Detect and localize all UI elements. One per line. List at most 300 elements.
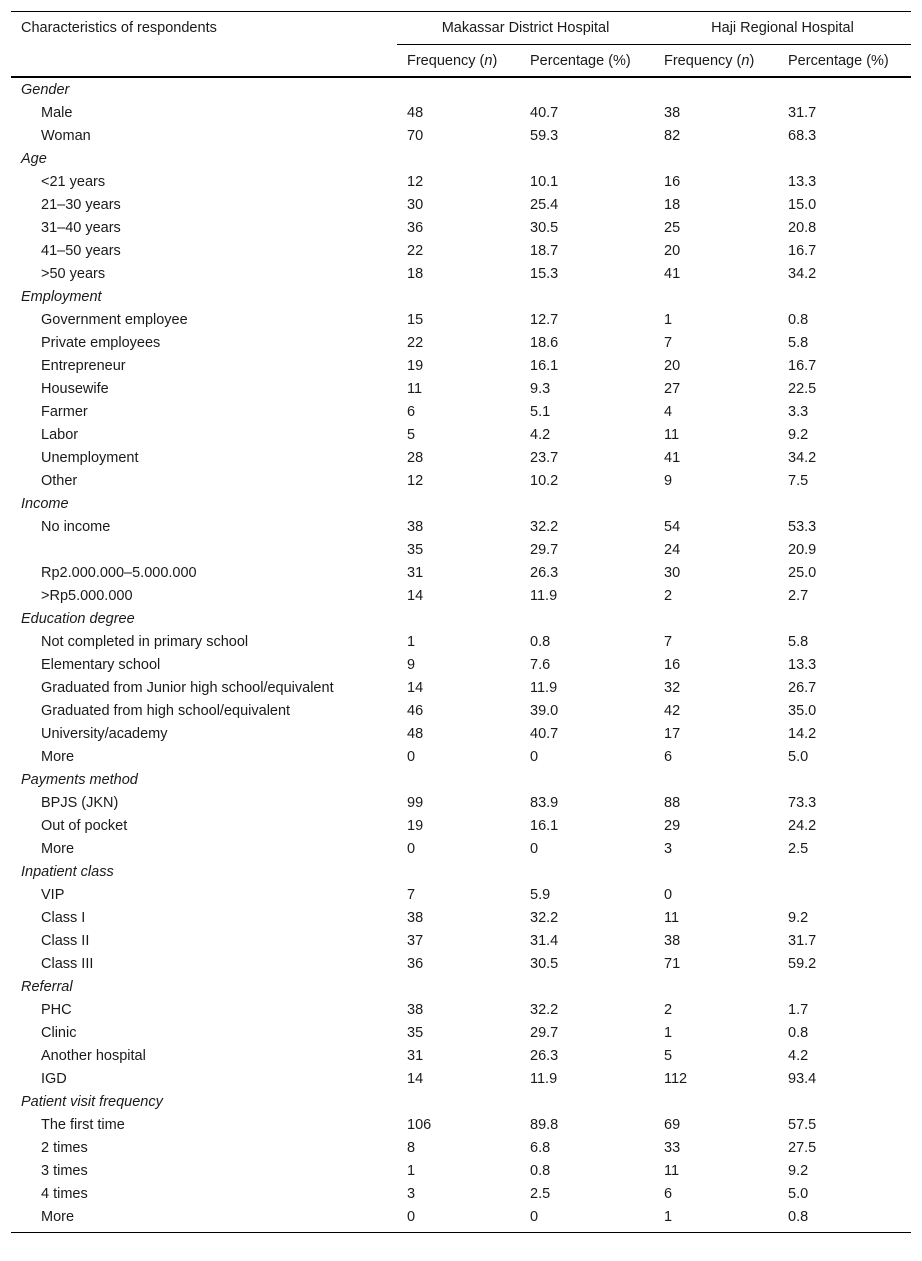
hospital-b-frequency-cell: 1 — [654, 1205, 778, 1233]
label-cell: No income — [41, 518, 111, 535]
label-cell: Class I — [41, 909, 86, 926]
group-row-employment — [11, 285, 911, 308]
hospital-a-percentage-cell: 26.3 — [530, 564, 559, 581]
hospital-a-header: Makassar District Hospital — [397, 12, 654, 45]
table-row — [11, 331, 911, 354]
label-cell: Labor — [41, 426, 79, 443]
hospital-b-frequency-cell: 38 — [664, 104, 681, 121]
hospital-b-frequency-cell: 18 — [664, 196, 681, 213]
hospital-b-header: Haji Regional Hospital — [654, 12, 911, 45]
hospital-b-percentage-cell: 9.2 — [788, 1162, 809, 1179]
table-row — [11, 124, 911, 147]
table-row — [11, 1067, 911, 1090]
group-empty-cell — [397, 607, 520, 630]
group-empty-cell — [654, 77, 778, 101]
group-empty-cell — [778, 285, 911, 308]
hospital-b-percentage-header: Percentage (%) — [778, 45, 911, 78]
group-empty-cell — [520, 77, 654, 101]
hospital-a-frequency-cell: 14 — [407, 587, 424, 604]
hospital-b-frequency-cell: 7 — [664, 334, 673, 351]
group-empty-cell — [520, 147, 654, 170]
group-empty-cell — [520, 285, 654, 308]
table-row — [11, 469, 911, 492]
table-row — [11, 1182, 911, 1205]
hospital-b-frequency-cell: 41 — [664, 265, 681, 282]
hospital-a-frequency-cell: 35 — [407, 541, 424, 558]
label-cell: Clinic — [41, 1024, 77, 1041]
table-row — [11, 1136, 911, 1159]
hospital-a-percentage-cell: 11.9 — [530, 1070, 558, 1087]
hospital-b-percentage-cell: 93.4 — [788, 1070, 817, 1087]
hospital-b-percentage-cell: 22.5 — [788, 380, 817, 397]
hospital-a-frequency-cell: 22 — [407, 242, 424, 259]
label-cell: Another hospital — [41, 1047, 146, 1064]
hospital-b-percentage-cell: 5.8 — [788, 633, 809, 650]
table-row — [11, 653, 911, 676]
group-empty-cell — [654, 1090, 778, 1113]
hospital-a-percentage-cell: 32.2 — [530, 518, 559, 535]
group-row-age — [11, 147, 911, 170]
label-cell: IGD — [41, 1070, 67, 1087]
hospital-a-frequency-cell: 22 — [407, 334, 424, 351]
label-cell: More — [11, 1205, 397, 1233]
group-title: Gender — [21, 81, 70, 98]
label-cell: Rp2.000.000–5.000.000 — [41, 564, 197, 581]
group-empty-cell — [654, 860, 778, 883]
group-empty-cell — [778, 1090, 911, 1113]
label-cell: Government employee — [41, 311, 188, 328]
table-row — [11, 584, 911, 607]
group-empty-cell — [778, 860, 911, 883]
hospital-b-percentage-cell: 5.0 — [788, 1185, 809, 1202]
table-row — [11, 883, 911, 906]
hospital-b-percentage-cell: 9.2 — [788, 426, 809, 443]
label-cell: Graduated from high school/equivalent — [41, 702, 291, 719]
hospital-b-percentage-cell: 53.3 — [788, 518, 817, 535]
hospital-a-frequency-cell: 15 — [407, 311, 424, 328]
table-row — [11, 1159, 911, 1182]
hospital-b-frequency-cell: 42 — [664, 702, 681, 719]
hospital-a-frequency-cell: 12 — [407, 472, 424, 489]
hospital-a-frequency-cell: 48 — [407, 104, 424, 121]
group-row-referral — [11, 975, 911, 998]
hospital-b-frequency-cell: 27 — [664, 380, 681, 397]
hospital-b-frequency-cell: 1 — [664, 1024, 673, 1041]
hospital-b-frequency-cell: 41 — [664, 449, 681, 466]
hospital-b-frequency-cell: 38 — [664, 932, 681, 949]
hospital-a-percentage-cell: 18.7 — [530, 242, 559, 259]
group-empty-cell — [397, 975, 520, 998]
hospital-a-percentage-cell: 25.4 — [530, 196, 559, 213]
hospital-a-frequency-cell: 14 — [407, 1070, 424, 1087]
table-row — [11, 446, 911, 469]
hospital-a-frequency-cell: 38 — [407, 1001, 424, 1018]
label-cell: Housewife — [41, 380, 109, 397]
hospital-b-frequency-cell: 2 — [664, 1001, 673, 1018]
hospital-a-frequency-cell: 31 — [407, 1047, 424, 1064]
hospital-a-percentage-cell: 9.3 — [530, 380, 551, 397]
label-cell: Class III — [41, 955, 94, 972]
hospital-a-percentage-cell: 23.7 — [530, 449, 559, 466]
hospital-b-frequency-cell: 20 — [664, 242, 681, 259]
hospital-a-percentage-cell: 40.7 — [530, 725, 559, 742]
hospital-a-frequency-cell: 30 — [407, 196, 424, 213]
table-row — [11, 814, 911, 837]
group-empty-cell — [654, 607, 778, 630]
group-row-income — [11, 492, 911, 515]
group-empty-cell — [520, 607, 654, 630]
hospital-b-frequency-cell: 29 — [664, 817, 681, 834]
table-row — [11, 239, 911, 262]
hospital-b-percentage-cell: 2.7 — [788, 587, 809, 604]
hospital-b-percentage-cell: 20.8 — [788, 219, 817, 236]
hospital-b-percentage-cell: 5.0 — [788, 748, 809, 765]
hospital-b-percentage-cell — [778, 883, 911, 906]
group-empty-cell — [397, 1090, 520, 1113]
hospital-b-frequency-cell: 20 — [664, 357, 681, 374]
group-title: Age — [21, 150, 47, 167]
hospital-b-frequency-cell: 112 — [664, 1070, 688, 1087]
table-row — [11, 837, 911, 860]
hospital-b-percentage-cell: 25.0 — [788, 564, 817, 581]
table-row — [11, 630, 911, 653]
group-empty-cell — [397, 77, 520, 101]
hospital-a-frequency-cell: 1 — [407, 1162, 416, 1179]
label-cell: 41–50 years — [41, 242, 121, 259]
label-cell: Woman — [41, 127, 91, 144]
label-cell: >50 years — [41, 265, 106, 282]
hospital-b-frequency-cell: 7 — [664, 633, 673, 650]
hospital-a-frequency-cell: 70 — [407, 127, 424, 144]
hospital-b-frequency-cell: 5 — [664, 1047, 673, 1064]
table-row — [11, 216, 911, 239]
hospital-b-frequency-cell: 11 — [664, 909, 680, 926]
hospital-a-percentage-cell: 12.7 — [530, 311, 559, 328]
hospital-a-frequency-cell: 8 — [407, 1139, 416, 1156]
hospital-b-frequency-cell: 4 — [664, 403, 673, 420]
hospital-b-percentage-cell: 26.7 — [788, 679, 817, 696]
label-cell: Graduated from Junior high school/equivalent — [41, 679, 334, 696]
label-cell: >Rp5.000.000 — [41, 587, 133, 604]
hospital-a-percentage-cell: 59.3 — [530, 127, 559, 144]
hospital-a-frequency-cell: 6 — [407, 403, 416, 420]
label-cell: Elementary school — [41, 656, 161, 673]
label-cell: Male — [41, 104, 73, 121]
table-row — [11, 308, 911, 331]
hospital-a-percentage-cell: 15.3 — [530, 265, 559, 282]
table-row — [11, 101, 911, 124]
hospital-a-frequency-cell: 38 — [407, 909, 424, 926]
hospital-b-frequency-cell: 33 — [664, 1139, 681, 1156]
hospital-b-frequency-cell: 6 — [664, 1185, 673, 1202]
group-empty-cell — [397, 147, 520, 170]
table-row — [11, 1021, 911, 1044]
hospital-a-frequency-cell: 19 — [407, 357, 424, 374]
hospital-a-percentage-cell: 7.6 — [530, 656, 551, 673]
hospital-b-frequency-cell: 32 — [664, 679, 681, 696]
table-row — [11, 791, 911, 814]
hospital-a-frequency-cell: 18 — [407, 265, 424, 282]
hospital-a-percentage-cell: 0 — [530, 748, 539, 765]
table-row — [11, 400, 911, 423]
hospital-a-frequency-cell: 11 — [407, 380, 423, 397]
hospital-a-percentage-cell: 26.3 — [530, 1047, 559, 1064]
group-empty-cell — [397, 285, 520, 308]
label-cell: Entrepreneur — [41, 357, 126, 374]
hospital-b-percentage-cell: 34.2 — [788, 449, 817, 466]
hospital-b-frequency-cell: 82 — [664, 127, 681, 144]
label-cell: Not completed in primary school — [41, 633, 249, 650]
label-cell: University/academy — [41, 725, 168, 742]
hospital-b-frequency-cell: 71 — [664, 955, 681, 972]
hospital-a-percentage-cell: 29.7 — [530, 541, 559, 558]
group-row-gender — [11, 77, 911, 101]
hospital-a-percentage-cell: 39.0 — [530, 702, 559, 719]
hospital-b-percentage-cell: 34.2 — [788, 265, 817, 282]
hospital-b-frequency-cell: 11 — [664, 426, 680, 443]
group-row-education-degree — [11, 607, 911, 630]
table-row — [11, 699, 911, 722]
hospital-b-frequency-cell: 54 — [664, 518, 681, 535]
hospital-b-percentage-cell: 57.5 — [788, 1116, 817, 1133]
hospital-b-percentage-cell: 59.2 — [788, 955, 817, 972]
hospital-b-frequency-header: Frequency (n) — [654, 45, 778, 78]
table-row — [11, 745, 911, 768]
hospital-b-percentage-cell: 13.3 — [788, 173, 817, 190]
hospital-a-percentage-cell: 0 — [520, 1205, 654, 1233]
hospital-a-frequency-cell: 37 — [407, 932, 424, 949]
table-header — [11, 12, 911, 78]
label-cell: Unemployment — [41, 449, 139, 466]
hospital-b-percentage-cell: 1.7 — [788, 1001, 809, 1018]
hospital-b-frequency-cell: 9 — [664, 472, 673, 489]
hospital-a-percentage-cell: 89.8 — [530, 1116, 559, 1133]
table-row — [11, 998, 911, 1021]
hospital-a-frequency-cell: 0 — [397, 1205, 520, 1233]
characteristics-header: Characteristics of respondents — [11, 12, 397, 78]
group-empty-cell — [778, 975, 911, 998]
header-row-hospitals — [11, 12, 911, 45]
hospital-a-percentage-cell: 6.8 — [530, 1139, 551, 1156]
hospital-b-frequency-cell: 3 — [664, 840, 673, 857]
hospital-b-percentage-cell: 0.8 — [788, 311, 809, 328]
table-body — [11, 77, 911, 1233]
label-cell: More — [41, 748, 75, 765]
hospital-b-frequency-cell: 17 — [664, 725, 681, 742]
hospital-a-percentage-cell: 0 — [530, 840, 539, 857]
table-row — [11, 423, 911, 446]
group-empty-cell — [520, 492, 654, 515]
label-cell: <21 years — [41, 173, 106, 190]
hospital-b-frequency-cell: 16 — [664, 656, 681, 673]
table-row — [11, 929, 911, 952]
group-title: Payments method — [21, 771, 138, 788]
hospital-b-percentage-cell: 4.2 — [788, 1047, 809, 1064]
hospital-a-frequency-cell: 9 — [407, 656, 416, 673]
group-empty-cell — [654, 975, 778, 998]
hospital-a-percentage-cell: 2.5 — [530, 1185, 551, 1202]
hospital-a-frequency-cell: 1 — [407, 633, 416, 650]
hospital-b-percentage-cell: 68.3 — [788, 127, 817, 144]
hospital-a-frequency-cell: 35 — [407, 1024, 424, 1041]
group-empty-cell — [778, 768, 911, 791]
hospital-b-percentage-cell: 31.7 — [788, 104, 817, 121]
hospital-a-frequency-cell: 19 — [407, 817, 424, 834]
hospital-b-percentage-cell: 16.7 — [788, 242, 817, 259]
hospital-b-frequency-cell: 24 — [664, 541, 681, 558]
group-title: Referral — [21, 978, 73, 995]
hospital-b-frequency-cell: 88 — [664, 794, 681, 811]
table-row — [11, 1205, 911, 1233]
hospital-a-frequency-cell: 0 — [407, 748, 416, 765]
table-row — [11, 1044, 911, 1067]
table-row — [11, 952, 911, 975]
label-cell: VIP — [41, 886, 65, 903]
hospital-b-percentage-cell: 14.2 — [788, 725, 817, 742]
hospital-b-percentage-cell: 73.3 — [788, 794, 817, 811]
hospital-a-percentage-cell: 0.8 — [530, 633, 551, 650]
hospital-a-frequency-cell: 5 — [407, 426, 416, 443]
hospital-a-percentage-cell: 40.7 — [530, 104, 559, 121]
group-empty-cell — [520, 768, 654, 791]
label-cell: Other — [41, 472, 78, 489]
group-empty-cell — [520, 975, 654, 998]
label-cell: Private employees — [41, 334, 161, 351]
group-empty-cell — [520, 1090, 654, 1113]
hospital-b-frequency-cell: 6 — [664, 748, 673, 765]
label-cell: Out of pocket — [41, 817, 128, 834]
hospital-b-frequency-cell: 2 — [664, 587, 673, 604]
hospital-a-percentage-cell: 11.9 — [530, 679, 558, 696]
hospital-a-frequency-cell: 36 — [407, 955, 424, 972]
table-row — [11, 354, 911, 377]
group-empty-cell — [520, 860, 654, 883]
hospital-b-percentage-cell: 20.9 — [788, 541, 817, 558]
label-cell: 31–40 years — [41, 219, 121, 236]
group-empty-cell — [778, 147, 911, 170]
hospital-b-percentage-cell: 16.7 — [788, 357, 817, 374]
hospital-b-frequency-cell: 69 — [664, 1116, 681, 1133]
hospital-a-frequency-cell: 7 — [407, 886, 416, 903]
hospital-b-percentage-cell: 15.0 — [788, 196, 817, 213]
hospital-b-percentage-cell: 24.2 — [788, 817, 817, 834]
hospital-a-frequency-cell: 38 — [407, 518, 424, 535]
hospital-b-percentage-cell: 27.5 — [788, 1139, 817, 1156]
label-cell: 4 times — [41, 1185, 88, 1202]
hospital-b-percentage-cell: 2.5 — [788, 840, 809, 857]
group-row-payments-method — [11, 768, 911, 791]
hospital-b-percentage-cell: 3.3 — [788, 403, 809, 420]
label-cell: Class II — [41, 932, 90, 949]
hospital-a-frequency-cell: 3 — [407, 1185, 416, 1202]
hospital-a-percentage-cell: 0.8 — [530, 1162, 551, 1179]
hospital-a-percentage-header: Percentage (%) — [520, 45, 654, 78]
respondent-characteristics-table-container — [11, 11, 911, 1233]
hospital-a-percentage-cell: 30.5 — [530, 955, 559, 972]
group-row-inpatient-class — [11, 860, 911, 883]
group-title: Employment — [21, 288, 102, 305]
hospital-b-percentage-cell: 9.2 — [788, 909, 809, 926]
hospital-a-frequency-cell: 106 — [407, 1116, 432, 1133]
hospital-b-percentage-cell: 31.7 — [788, 932, 817, 949]
group-row-patient-visit-frequency — [11, 1090, 911, 1113]
hospital-b-percentage-cell: 0.8 — [788, 1024, 809, 1041]
hospital-a-percentage-cell: 16.1 — [530, 817, 559, 834]
hospital-a-frequency-cell: 99 — [407, 794, 424, 811]
hospital-b-frequency-cell: 1 — [664, 311, 673, 328]
hospital-a-percentage-cell: 11.9 — [530, 587, 558, 604]
label-cell: The first time — [41, 1116, 125, 1133]
hospital-a-frequency-cell: 31 — [407, 564, 424, 581]
hospital-a-frequency-cell: 12 — [407, 173, 424, 190]
table-row — [11, 377, 911, 400]
hospital-b-percentage-cell: 5.8 — [788, 334, 809, 351]
group-title: Patient visit frequency — [21, 1093, 163, 1110]
table-row — [11, 538, 911, 561]
hospital-a-frequency-cell: 14 — [407, 679, 424, 696]
group-empty-cell — [654, 285, 778, 308]
hospital-b-frequency-cell: 0 — [664, 886, 673, 903]
hospital-a-frequency-header: Frequency (n) — [397, 45, 520, 78]
group-title: Income — [21, 495, 69, 512]
hospital-a-frequency-cell: 48 — [407, 725, 424, 742]
hospital-a-percentage-cell: 10.1 — [530, 173, 559, 190]
hospital-a-percentage-cell: 16.1 — [530, 357, 559, 374]
group-title: Education degree — [21, 610, 135, 627]
hospital-a-percentage-cell: 4.2 — [530, 426, 551, 443]
label-cell: PHC — [41, 1001, 72, 1018]
table-row — [11, 1113, 911, 1136]
hospital-a-frequency-cell: 28 — [407, 449, 424, 466]
table-row — [11, 515, 911, 538]
label-cell: 3 times — [41, 1162, 88, 1179]
hospital-b-percentage-cell: 7.5 — [788, 472, 809, 489]
hospital-a-percentage-cell: 5.9 — [530, 886, 551, 903]
hospital-b-frequency-cell: 11 — [664, 1162, 680, 1179]
table-row — [11, 676, 911, 699]
hospital-a-percentage-cell: 18.6 — [530, 334, 559, 351]
label-cell: BPJS (JKN) — [41, 794, 119, 811]
hospital-a-percentage-cell: 10.2 — [530, 472, 559, 489]
label-cell: 21–30 years — [41, 196, 121, 213]
hospital-a-percentage-cell: 31.4 — [530, 932, 559, 949]
hospital-a-percentage-cell: 30.5 — [530, 219, 559, 236]
table-row — [11, 906, 911, 929]
hospital-b-percentage-cell: 0.8 — [778, 1205, 911, 1233]
group-empty-cell — [397, 768, 520, 791]
hospital-a-percentage-cell: 32.2 — [530, 909, 559, 926]
hospital-a-percentage-cell: 29.7 — [530, 1024, 559, 1041]
group-empty-cell — [654, 492, 778, 515]
group-empty-cell — [778, 607, 911, 630]
hospital-a-percentage-cell: 32.2 — [530, 1001, 559, 1018]
respondent-characteristics-table — [11, 11, 911, 1233]
table-row — [11, 193, 911, 216]
label-cell: More — [41, 840, 75, 857]
group-empty-cell — [778, 77, 911, 101]
hospital-b-frequency-cell: 25 — [664, 219, 681, 236]
group-empty-cell — [778, 492, 911, 515]
group-empty-cell — [397, 492, 520, 515]
hospital-b-percentage-cell: 13.3 — [788, 656, 817, 673]
table-row — [11, 561, 911, 584]
group-empty-cell — [654, 768, 778, 791]
hospital-b-percentage-cell: 35.0 — [788, 702, 817, 719]
hospital-a-frequency-cell: 0 — [407, 840, 416, 857]
hospital-a-frequency-cell: 46 — [407, 702, 424, 719]
label-cell — [11, 538, 397, 561]
hospital-a-percentage-cell: 83.9 — [530, 794, 559, 811]
